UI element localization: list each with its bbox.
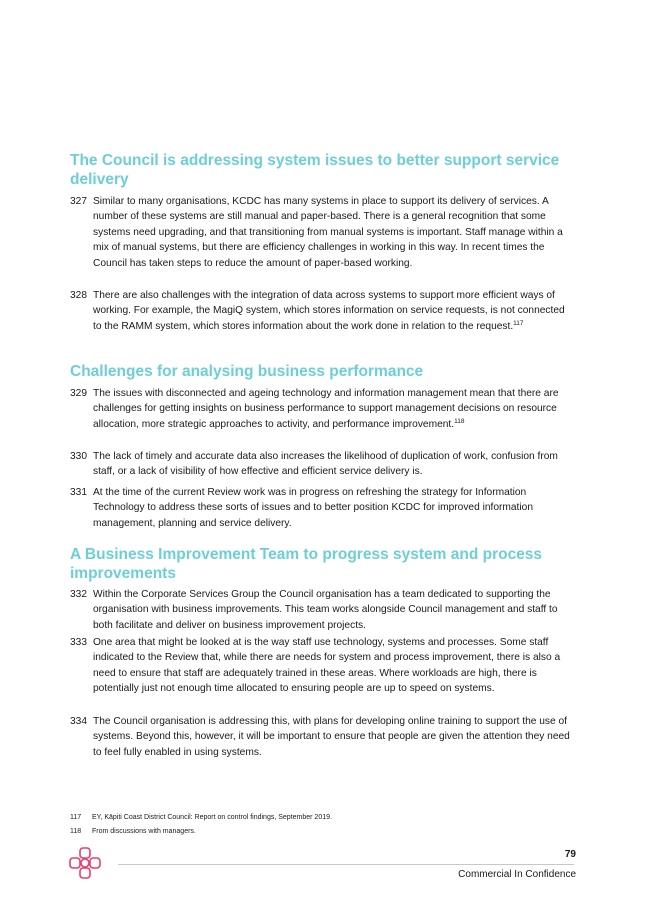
- footnote-number: 117: [70, 814, 82, 821]
- paragraph-text: Similar to many organisations, KCDC has many systems in place to support its delivery of services. A number of these systems are still manual and paper-based. There is a general recognition that some systems need upgrading, and that transitioning from manual systems is important. Staff manage within a mix of manual systems, but there are efficiency challenges in working in this way. In recent times the Council has taken steps to reduce the amount of paper-based working.: [93, 196, 563, 269]
- footnote-text: From discussions with managers.: [92, 828, 196, 835]
- page-number: 79: [564, 849, 576, 860]
- footnote-ref[interactable]: 117: [513, 319, 524, 327]
- paragraph-number: 334: [70, 716, 87, 727]
- paragraph-328: [70, 288, 575, 334]
- council-logo-icon: [68, 846, 102, 880]
- paragraph-number: 327: [70, 196, 87, 207]
- section-heading-system-issues: The Council is addressing system issues to better support service delivery: [70, 152, 560, 188]
- paragraph-number: 330: [70, 451, 87, 462]
- footnote-118: [70, 827, 196, 836]
- paragraph-331: [70, 485, 575, 531]
- paragraph-333: [70, 635, 575, 697]
- section-heading-business-performance: Challenges for analysing business performance: [70, 363, 424, 380]
- paragraph-number: 328: [70, 290, 87, 301]
- paragraph-text: Within the Corporate Services Group the Council organisation has a team dedicated to supporting the organisation with business improvements. This team works alongside Council management and staff to both facilitate and deliver on business improvement projects.: [93, 589, 558, 631]
- paragraph-334: [70, 714, 575, 760]
- paragraph-text: The lack of timely and accurate data also increases the likelihood of duplication of work, confusion from staff, or a lack of visibility of how effective and efficient service delivery is.: [93, 451, 558, 478]
- paragraph-text: One area that might be looked at is the way staff use technology, systems and processes. Some staff indicated to the Review that, while there are needs for system and process improvement, there is also a need to ensure that staff are adequately trained in these areas. Where workloads are high, there is potentially just not enough time allocated to ensuring people are up to speed on systems.: [93, 637, 561, 695]
- paragraph-number: 329: [70, 388, 87, 399]
- paragraph-number: 333: [70, 637, 87, 648]
- footnote-117: [70, 813, 332, 822]
- footer-divider: [118, 864, 574, 865]
- section-heading-business-improvement: A Business Improvement Team to progress system and process improvements: [70, 546, 543, 582]
- paragraph-text: At the time of the current Review work was in progress on refreshing the strategy for Information Technology to address these sorts of issues and to better position KCDC for improved information management, planning and service delivery.: [93, 487, 533, 529]
- paragraph-327: [70, 194, 575, 271]
- footnote-text: EY, Kāpiti Coast District Council: Report on control findings, September 2019.: [92, 814, 332, 821]
- confidentiality-label: Commercial In Confidence: [458, 869, 576, 880]
- footnote-ref[interactable]: 118: [454, 417, 465, 425]
- paragraph-330: [70, 449, 575, 480]
- paragraph-329: [70, 386, 575, 432]
- footnote-number: 118: [70, 828, 82, 835]
- paragraph-text: There are also challenges with the integration of data across systems to support more efficient ways of working. For example, the MagiQ system, which stores information on service requests, is not connected to the RAMM system, which stores information about the work done in relation to the request.: [93, 290, 565, 332]
- paragraph-number: 332: [70, 589, 87, 600]
- paragraph-text: The issues with disconnected and ageing technology and information management mean that there are challenges for getting insights on business performance to support management decisions on resource allocation, more strategic approaches to activity, and performance improvement.: [93, 388, 559, 430]
- paragraph-332: [70, 587, 575, 633]
- paragraph-number: 331: [70, 487, 87, 498]
- paragraph-text: The Council organisation is addressing this, with plans for developing online training to support the use of systems. Beyond this, however, it will be important to ensure that people are given the attention they need to feel fully enabled in using systems.: [93, 716, 570, 758]
